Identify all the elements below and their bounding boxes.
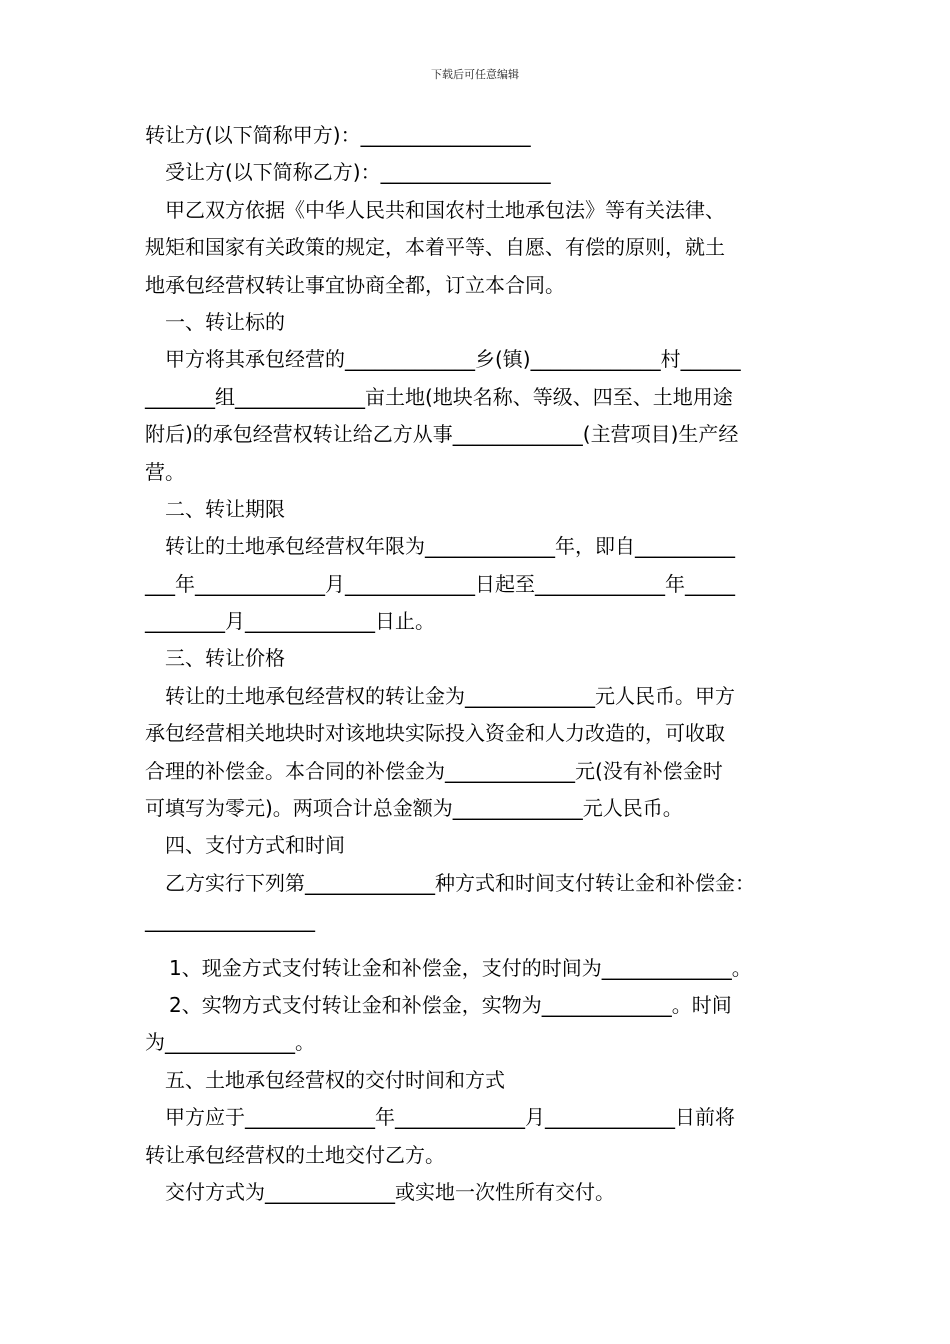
spacer	[145, 940, 810, 950]
section-heading-5: 五、土地承包经营权的交付时间和方式	[165, 1067, 505, 1092]
section-5-line-2: 转让承包经营权的土地交付乙方。	[145, 1142, 445, 1167]
section-heading-3: 三、转让价格	[165, 646, 285, 671]
payment-option-1: 1、现金方式支付转让金和补偿金，支付的时间为_____________。	[169, 955, 752, 980]
section-4-line-2: _________________	[145, 908, 315, 933]
section-heading-1: 一、转让标的	[165, 309, 285, 334]
section-2-line-1: 转让的土地承包经营权年限为_____________年，即自__________	[165, 534, 735, 559]
preamble-line-1: 甲乙双方依据《中华人民共和国农村土地承包法》等有关法律、	[165, 197, 725, 222]
section-5-line-3: 交付方式为_____________或实地一次性所有交付。	[165, 1179, 615, 1204]
section-1-line-3: 附后)的承包经营权转让给乙方从事_____________(主营项目)生产经	[145, 422, 739, 447]
payment-option-2-line-1: 2、实物方式支付转让金和补偿金，实物为_____________。时间	[169, 992, 732, 1017]
payment-option-2-line-2: 为_____________。	[145, 1030, 315, 1055]
preamble-line-3: 地承包经营权转让事宜协商全都，订立本合同。	[145, 272, 565, 297]
section-heading-2: 二、转让期限	[165, 496, 285, 521]
page-header-note: 下载后可任意编辑	[431, 68, 519, 81]
section-2-line-3: ________月_____________日止。	[145, 609, 435, 634]
section-1-line-1: 甲方将其承包经营的_____________乡(镇)_____________村______	[165, 347, 741, 372]
section-3-line-4: 可填写为零元)。两项合计总金额为_____________元人民币。	[145, 796, 683, 821]
party-b-line: 受让方(以下简称乙方)：_________________	[165, 160, 551, 185]
section-4-line-1: 乙方实行下列第_____________种方式和时间支付转让金和补偿金：	[165, 870, 755, 895]
party-a-line: 转让方(以下简称甲方)：_________________	[145, 123, 531, 147]
section-3-line-3: 合理的补偿金。本合同的补偿金为_____________元(没有补偿金时	[145, 758, 723, 783]
preamble-line-2: 规矩和国家有关政策的规定，本着平等、自愿、有偿的原则，就土	[145, 235, 725, 260]
section-5-line-1: 甲方应于_____________年_____________月_____________日前将	[165, 1105, 735, 1130]
section-1-line-2: _______组_____________亩土地(地块名称、等级、四至、土地用途	[145, 384, 733, 409]
section-heading-4: 四、支付方式和时间	[165, 833, 345, 858]
section-2-line-2: ___年_____________月_____________日起至_____________年_____	[145, 571, 735, 596]
section-3-line-1: 转让的土地承包经营权的转让金为_____________元人民币。甲方	[165, 683, 735, 708]
section-1-line-4: 营。	[145, 459, 185, 484]
contract-body	[145, 117, 810, 1211]
section-3-line-2: 承包经营相关地块时对该地块实际投入资金和人力改造的，可收取	[145, 721, 725, 746]
